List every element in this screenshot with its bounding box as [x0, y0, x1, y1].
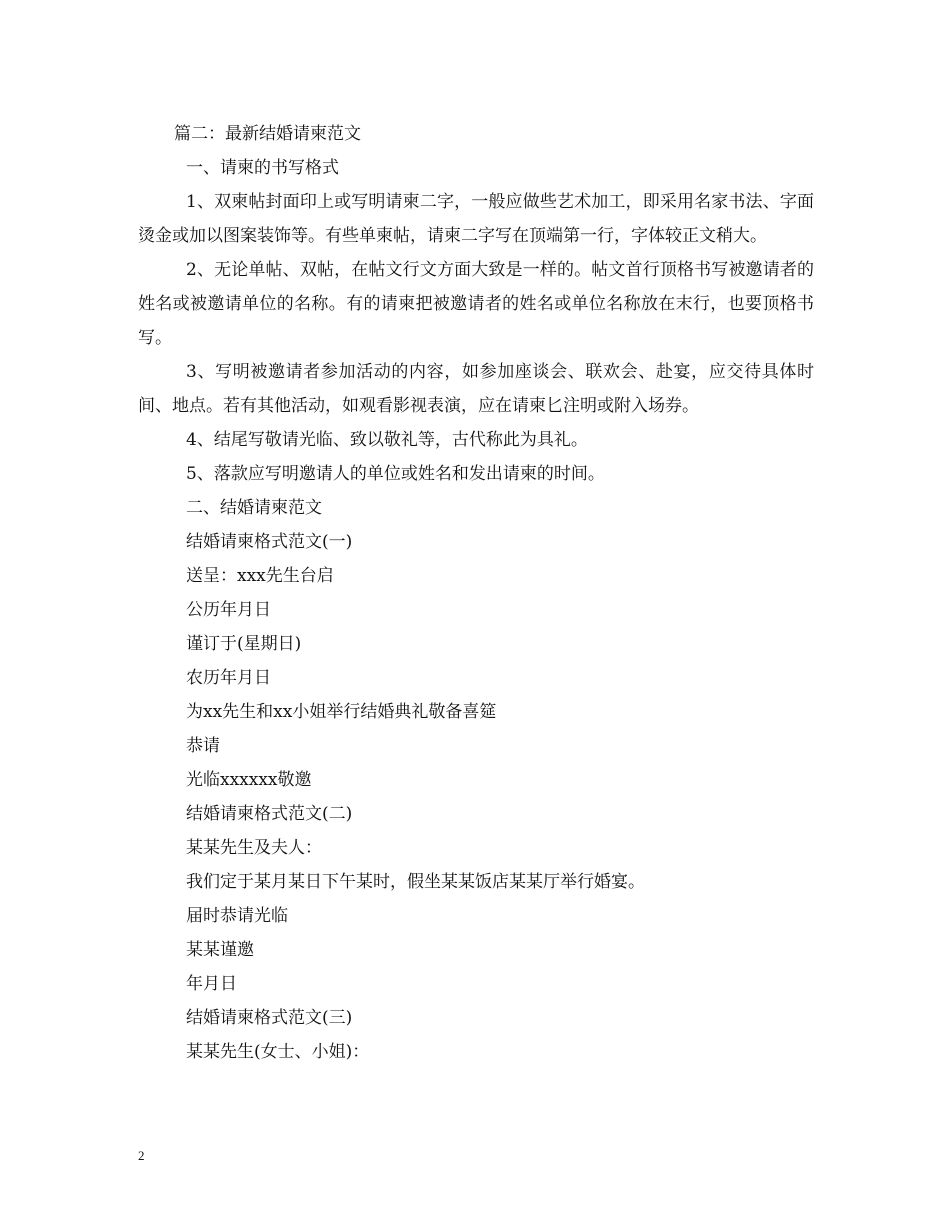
format-item-5: 5、落款应写明邀请人的单位或姓名和发出请柬的时间。: [186, 464, 605, 484]
sample-1-line: 送呈：xxx先生台启: [186, 566, 334, 586]
sample-1-line: 公历年月日: [186, 600, 271, 620]
format-item-3: 3、写明被邀请者参加活动的内容，如参加座谈会、联欢会、赴宴，应交待具体时间、地点。若有其他活动，如观看影视表演，应在请柬匕注明或附入场券。: [138, 362, 814, 416]
sample-3-heading: 结婚请柬格式范文(三): [186, 1008, 353, 1028]
section-heading-format: 一、请柬的书写格式: [186, 158, 339, 178]
format-item-4: 4、结尾写敬请光临、致以敬礼等，古代称此为具礼。: [186, 430, 588, 450]
sample-2-line: 我们定于某月某日下午某时，假坐某某饭店某某厅举行婚宴。: [186, 872, 645, 892]
document-body: [138, 117, 814, 1069]
sample-2-line: 某某谨邀: [186, 940, 254, 960]
sample-2-heading: 结婚请柬格式范文(二): [186, 804, 353, 824]
sample-3-line: 某某先生(女士、小姐)：: [186, 1042, 370, 1062]
sample-2-line: 届时恭请光临: [186, 906, 288, 926]
sample-1-line: 为xx先生和xx小姐举行结婚典礼敬备喜筵: [186, 702, 497, 722]
page-number: 2: [138, 1148, 145, 1163]
format-item-2: 2、无论单帖、双帖，在帖文行文方面大致是一样的。帖文首行顶格书写被邀请者的姓名或被邀请单位的名称。有的请柬把被邀请者的姓名或单位名称放在末行，也要顶格书写。: [138, 260, 814, 348]
document-title: 篇二：最新结婚请柬范文: [174, 124, 361, 144]
sample-1-line: 恭请: [186, 736, 220, 756]
sample-2-line: 年月日: [186, 974, 237, 994]
sample-1-line: 光临xxxxxx敬邀: [186, 770, 312, 790]
sample-1-line: 谨订于(星期日): [186, 634, 302, 654]
sample-1-line: 农历年月日: [186, 668, 271, 688]
format-item-1: 1、双柬帖封面印上或写明请柬二字，一般应做些艺术加工，即采用名家书法、字面烫金或加以图案装饰等。有些单柬帖，请柬二字写在顶端第一行，字体较正文稍大。: [138, 192, 814, 246]
sample-2-line: 某某先生及夫人：: [186, 838, 322, 858]
sample-1-heading: 结婚请柬格式范文(一): [186, 532, 353, 552]
section-heading-samples: 二、结婚请柬范文: [186, 498, 322, 518]
